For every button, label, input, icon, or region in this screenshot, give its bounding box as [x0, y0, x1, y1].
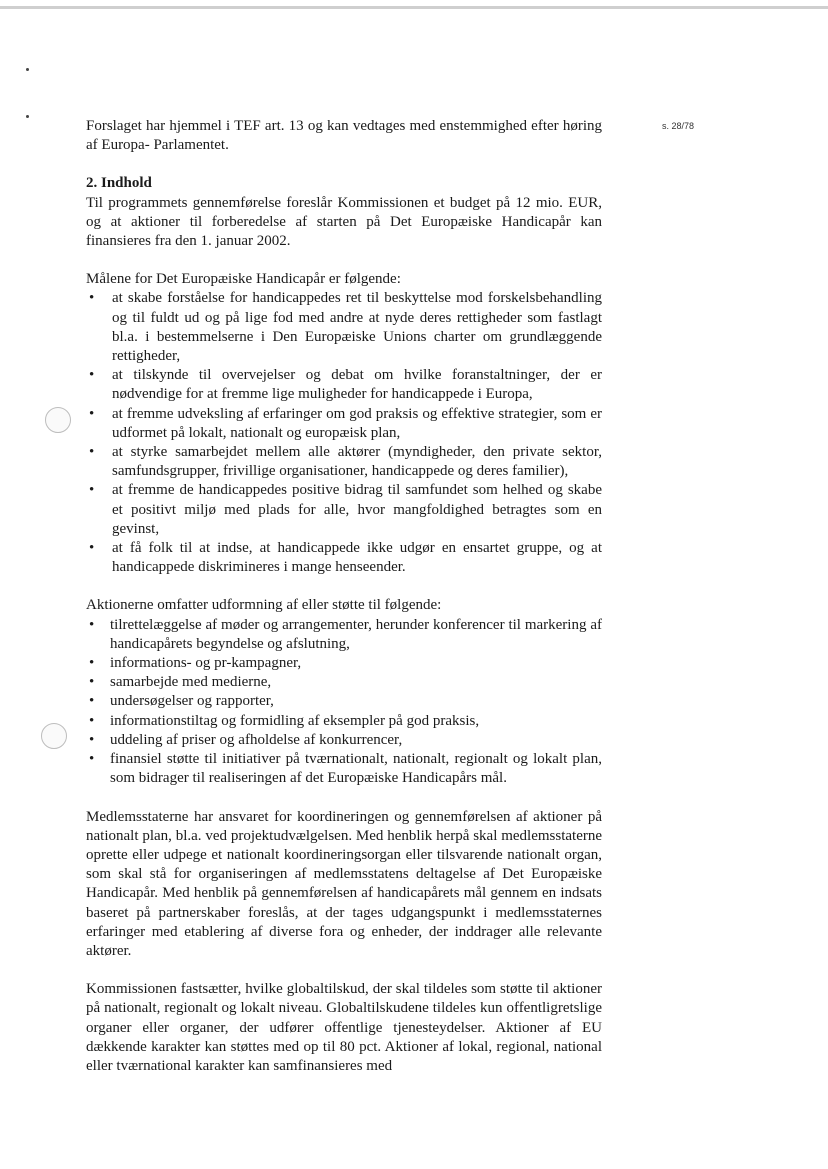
list-item: • at fremme de handicappedes positive bidrag til samfundet som helhed og skabe et positivt miljø med plads for alle, hvor mangfoldighed betragtes som en gevinst,	[86, 481, 602, 539]
commission-paragraph: Kommissionen fastsætter, hvilke globaltilskud, der skal tildeles som støtte til aktioner på nationalt, regionalt og lokalt niveau. Globaltilskudene tildeles kun offentligretslige organer eller organer, der udfører offentlige tjenesteydelser. Aktioner af EU dækkende karakter kan støttes med op til 80 pct. Aktioner af lokal, regional, national eller tværnational karakter kan samfinansieres med	[86, 981, 602, 1074]
punch-hole	[45, 407, 71, 433]
page-reference: s. 28/78	[662, 121, 695, 131]
actions-list	[86, 616, 602, 789]
scan-speck	[26, 68, 29, 71]
section-paragraph: Til programmets gennemførelse foreslår Kommissionen et budget på 12 mio. EUR, og at aktioner til forberedelse af starten på Det Europæiske Handicapår kan finansieres fra den 1. januar 2002.	[86, 194, 602, 250]
document-body	[86, 117, 602, 1076]
list-item: • tilrettelæggelse af møder og arrangementer, herunder konferencer til markering af handicapårets begyndelse og afslutning,	[86, 616, 602, 654]
scan-speck	[26, 115, 29, 118]
goals-list	[86, 289, 602, 577]
list-item: • informations- og pr-kampagner,	[86, 654, 602, 673]
actions-intro: Aktionerne omfatter udformning af eller støtte til følgende:	[86, 597, 442, 614]
list-item: • at fremme udveksling af erfaringer om god praksis og effektive strategier, som er udformet på lokalt, nationalt og europæisk plan,	[86, 405, 602, 443]
top-border	[0, 6, 828, 9]
list-item: • informationstiltag og formidling af eksempler på god praksis,	[86, 712, 602, 731]
list-item: • samarbejde med medierne,	[86, 673, 602, 692]
list-item: • at få folk til at indse, at handicappede ikke udgør en ensartet gruppe, og at handicappede diskrimineres i mange henseender.	[86, 539, 602, 577]
list-item: • at tilskynde til overvejelser og debat om hvilke foranstaltninger, der er nødvendige for at fremme lige muligheder for handicappede i Europa,	[86, 366, 602, 404]
member-states-paragraph: Medlemsstaterne har ansvaret for koordineringen og gennemførelsen af aktioner på nationalt plan, bl.a. ved projektudvælgelsen. Med henblik herpå skal medlemsstaterne oprette eller udpege et nationalt koordineringsorgan eller tilsvarende nationalt organ, som skal stå for organiseringen af medlemsstatens deltagelse af Det Europæiske Handicapår. Med henblik på gennemførelsen af handicapårets mål gennem en indsats baseret på partnerskaber foreslås, at der tages udgangspunkt i medlemsstaternes erfaringer med etablering af diverse fora og enheder, der inddrager alle relevante aktører.	[86, 808, 602, 959]
list-item: • finansiel støtte til initiativer på tværnationalt, nationalt, regionalt og lokalt plan, som bidrager til realiseringen af det Europæiske Handicapårs mål.	[86, 750, 602, 788]
punch-hole	[41, 723, 67, 749]
section-heading: 2. Indhold	[86, 175, 152, 192]
list-item: • at styrke samarbejdet mellem alle aktører (myndigheder, den private sektor, samfundsgrupper, frivillige organisationer, handicappede og deres familier),	[86, 443, 602, 481]
intro-paragraph: Forslaget har hjemmel i TEF art. 13 og kan vedtages med enstemmighed efter høring af Europa- Parlamentet.	[86, 118, 602, 154]
list-item: • at skabe forståelse for handicappedes ret til beskyttelse mod forskelsbehandling og til fuldt ud og på lige fod med andre at nyde deres rettigheder som fastlagt bl.a. i bestemmelserne i Den Europæiske Unions charter om grundlæggende rettigheder,	[86, 289, 602, 366]
goals-intro: Målene for Det Europæiske Handicapår er følgende:	[86, 271, 401, 288]
list-item: • undersøgelser og rapporter,	[86, 692, 602, 711]
list-item: • uddeling af priser og afholdelse af konkurrencer,	[86, 731, 602, 750]
